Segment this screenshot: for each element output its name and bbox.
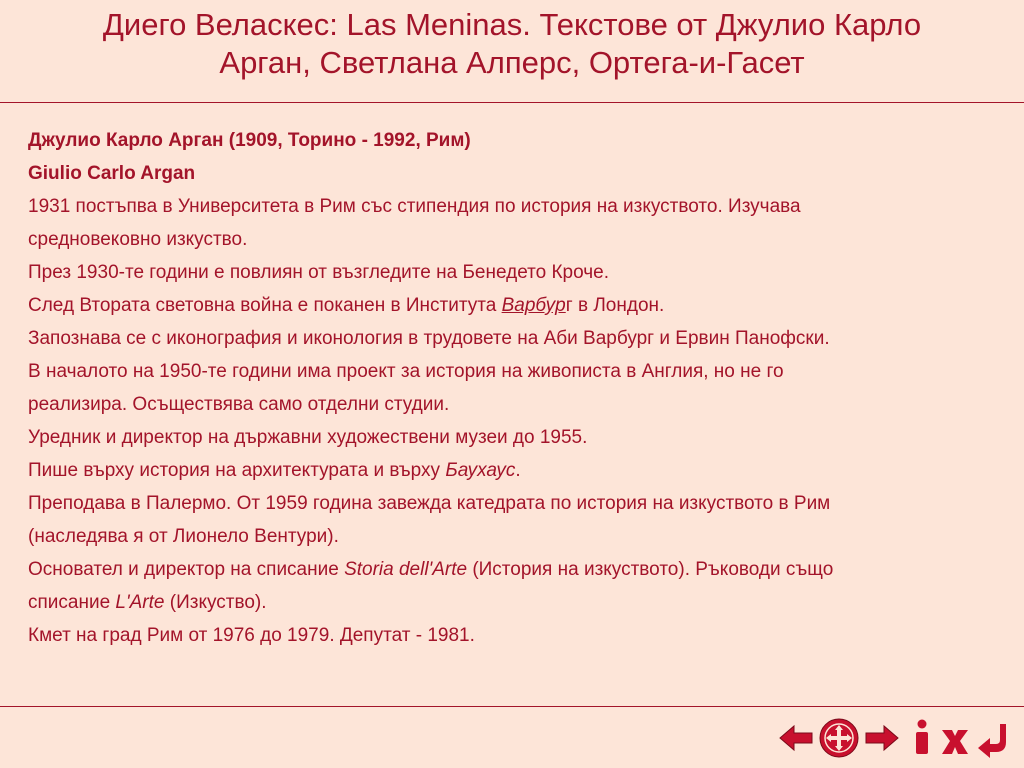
title-line-2: Арган, Светлана Алперс, Ортега-и-Гасет: [219, 45, 805, 80]
bio-heading: Джулио Карло Арган (1909, Торино - 1992, Рим): [28, 130, 471, 151]
text-line: Уредник и директор на държавни художествени музеи до 1955.: [28, 427, 588, 448]
text-span: Основател и директор на списание: [28, 559, 345, 580]
arrow-right-icon[interactable]: [864, 716, 900, 760]
slide-title: [0, 6, 1024, 82]
text-line: 1931 постъпва в Университета в Рим със стипендия по история на изкуството. Изучава: [28, 196, 801, 217]
text-line: В началото на 1950-те години има проект за история на живописта в Англия, но не го: [28, 361, 784, 382]
text-line: Преподава в Палермо. От 1959 година завежда катедрата по история на изкуството в Рим: [28, 493, 831, 514]
text-span: Пише върху история на архитектурата и върху: [28, 460, 446, 481]
text-line: (наследява я от Лионело Вентури).: [28, 526, 339, 547]
return-icon[interactable]: [976, 716, 1012, 760]
text-line: През 1930-те години е повлиян от възгледите на Бенедето Кроче.: [28, 262, 610, 283]
close-x-icon[interactable]: [938, 716, 972, 760]
text-span: списание: [28, 592, 116, 613]
text-line: реализира. Осъществява само отделни студии.: [28, 394, 450, 415]
text-line: средновековно изкуство.: [28, 229, 248, 250]
text-line: [28, 553, 1003, 586]
bauhaus-italic: Баухаус: [445, 460, 516, 481]
top-divider: [0, 102, 1024, 103]
journal-title-italic: Storia dell'Arte: [344, 559, 468, 580]
text-line: Кмет на град Рим от 1976 до 1979. Депутат - 1981.: [28, 625, 475, 646]
text-span: (История на изкуството). Ръководи също: [467, 559, 834, 580]
bottom-divider: [0, 706, 1024, 707]
home-cross-icon[interactable]: [816, 716, 862, 760]
journal-title-italic: L'Arte: [115, 592, 165, 613]
navigation-bar: [778, 716, 1014, 760]
text-span: .: [515, 460, 521, 481]
text-span: След Втората световна война е поканен в Института: [28, 295, 502, 316]
text-line: [28, 586, 1003, 619]
arrow-left-icon[interactable]: [778, 716, 814, 760]
text-span: (Изкуство).: [164, 592, 267, 613]
info-i-icon[interactable]: [910, 716, 934, 760]
text-span: г в Лондон.: [565, 295, 665, 316]
text-line: Запознава се с иконография и иконология в трудовете на Аби Варбург и Ервин Панофски.: [28, 328, 830, 349]
title-line-1: Диего Веласкес: Las Meninas. Текстове от Джулио Карло: [102, 7, 922, 42]
text-line: [28, 289, 1003, 322]
biography-text: [28, 124, 1003, 652]
bio-subheading: Giulio Carlo Argan: [28, 163, 196, 184]
text-line: [28, 454, 1003, 487]
warburg-link[interactable]: Варбур: [501, 295, 566, 316]
